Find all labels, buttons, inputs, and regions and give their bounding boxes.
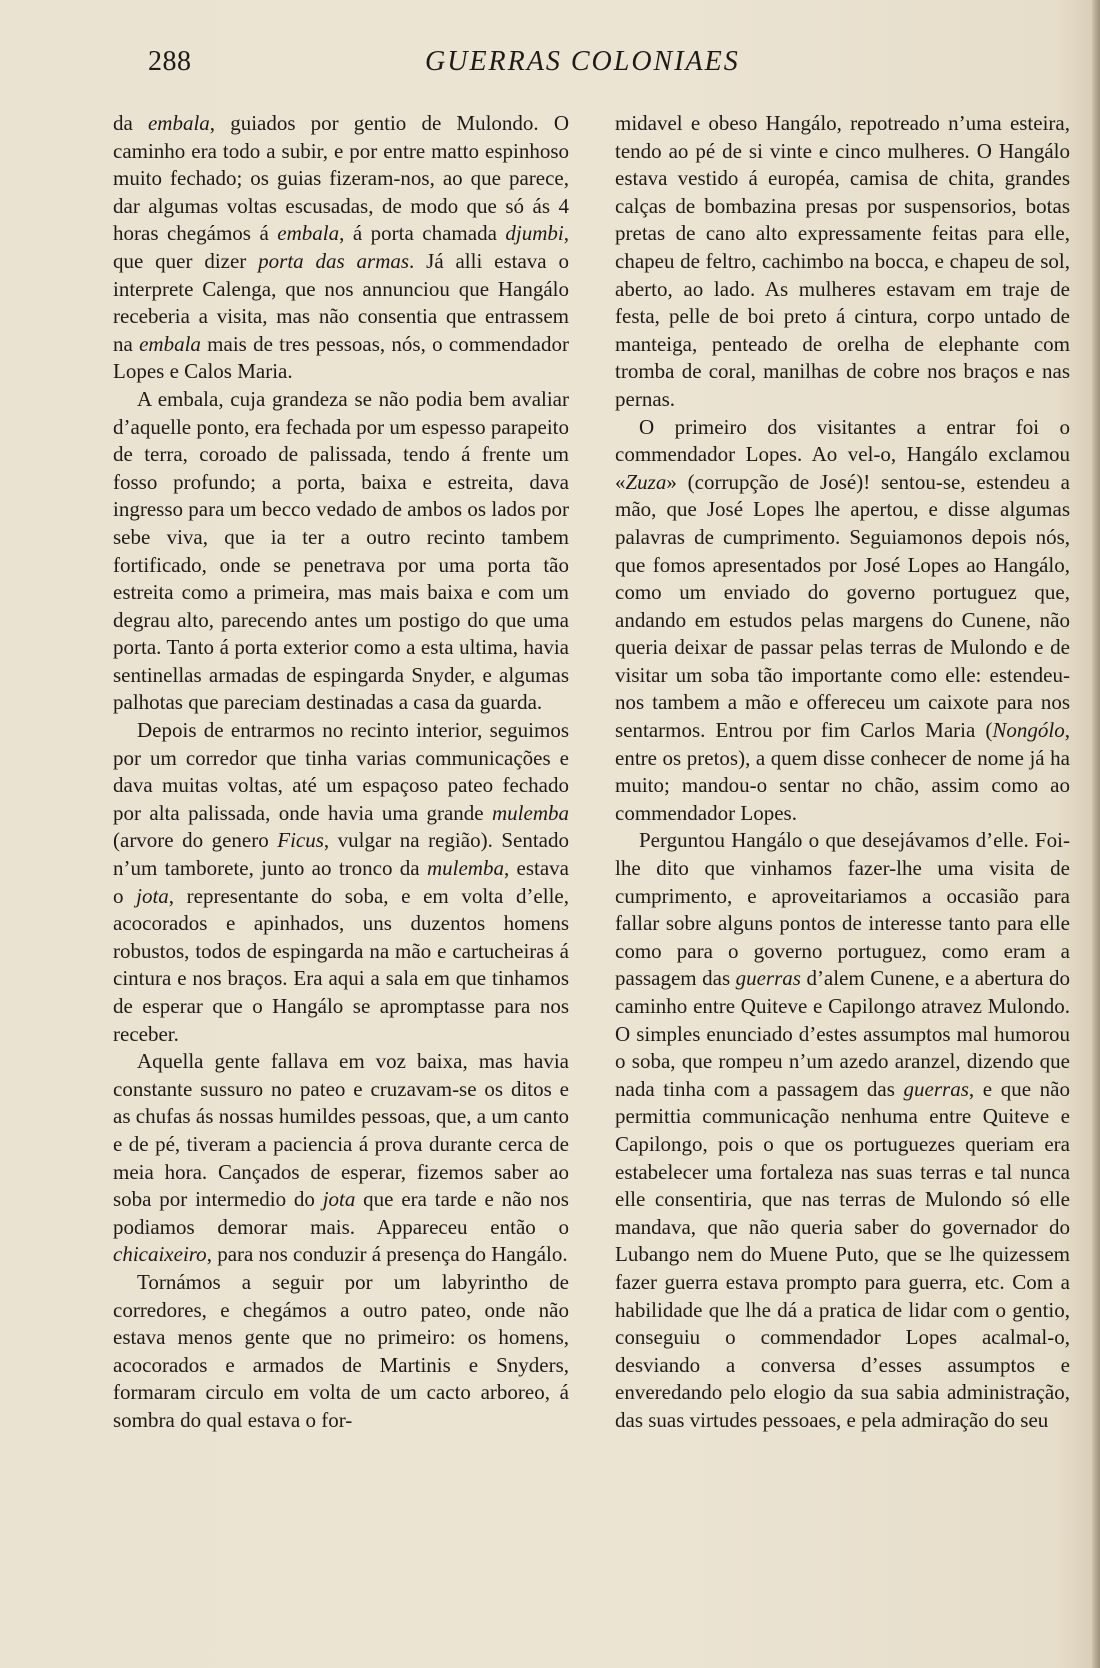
running-title: GUERRAS COLONIAES [425, 46, 740, 77]
paragraph: midavel e obeso Hangálo, repotreado n’uma esteira, tendo ao pé de si vinte e cinco mulheres. O Hangálo estava vestido á européa, camisa de chita, grandes calças de bombazina presas por suspensorios, botas pretas de cano alto expressamente feitas para elle, chapeu de feltro, cachimbo na bocca, e chapeu de sol, aberto, ao lado. As mulheres estavam em traje de festa, pelle de boi preto á cintura, corpo untado de manteiga, penteado de orelha de elephante com tromba de coral, manilhas de cobre nos braços e nas pernas. [615, 111, 1070, 411]
paragraph: Depois de entrarmos no recinto interior, seguimos por um corredor que tinha varias communicações e dava muitas voltas, até um espaçoso pateo fechado por alta palissada, onde havia uma grande mulemba (arvore do genero Ficus, vulgar na região). Sentado n’um tamborete, junto ao tronco da mulemba, estava o jota, representante do soba, e em volta d’elle, acocorados e apinhados, uns duzentos homens robustos, todos de espingarda na mão e cartucheiras á cintura e nos braços. Era aqui a sala em que tinhamos de esperar que o Hangálo se apromptasse para nos receber. [113, 718, 569, 1046]
paragraph: A embala, cuja grandeza se não podia bem avaliar d’aquelle ponto, era fechada por um espesso parapeito de terra, coroado de palissada, tendo á frente um fosso profundo; a porta, baixa e estreita, dava ingresso para um becco vedado de ambos os lados por sebe viva, que ia ter a outro recinto tambem fortificado, onde se penetrava por uma porta tão estreita como a primeira, mas mais baixa e com um degrau alto, parecendo antes um postigo do que uma porta. Tanto á porta exterior como a esta ultima, havia sentinellas armadas de espingarda Snyder, e algumas palhotas que pareciam destinadas a casa da guarda. [113, 386, 569, 715]
left-text-column [113, 110, 569, 1435]
paragraph: Aquella gente fallava em voz baixa, mas havia constante sussuro no pateo e cruzavam-se os ditos e as chufas ás nossas humildes pessoas, que, a um canto e de pé, tiveram a paciencia á prova durante cerca de meia hora. Cançados de esperar, fizemos saber ao soba por intermedio do jota que era tarde e não nos podiamos demorar mais. Appareceu então o chicaixeiro, para nos conduzir á presença do Hangálo. [113, 1049, 569, 1267]
paragraph: Perguntou Hangálo o que desejávamos d’elle. Foi-lhe dito que vinhamos fazer-lhe uma visita de cumprimento, e aproveitariamos a occasião para fallar sobre alguns pontos de interesse tanto para elle como para o governo portuguez, como eram a passagem das guerras d’alem Cunene, e a abertura do caminho entre Quiteve e Capilongo atravez Mulondo. O simples enunciado d’estes assumptos mal humorou o soba, que rompeu n’um azedo aranzel, dizendo que nada tinha com a passagem das guerras, e que não permittia communicação nenhuma entre Quiteve e Capilongo, pois o que os portuguezes queriam era estabelecer uma fortaleza nas suas terras e tal nunca elle consentiria, que nas terras de Mulondo só elle mandava, que não queria saber do governador do Lubango nem do Muene Puto, que se lhe quizessem fazer guerra estava prompto para guerra, etc. Com a habilidade que lhe dá a pratica de lidar com o gentio, conseguiu o commendador Lopes acalmal-o, desviando a conversa d’esses assumptos e enveredando pelo elogio da sua sabia administração, das suas virtudes pessoaes, e pela admiração do seu [615, 828, 1070, 1432]
page-number: 288 [148, 46, 192, 77]
right-text-column [615, 110, 1070, 1435]
paragraph: O primeiro dos visitantes a entrar foi o commendador Lopes. Ao vel-o, Hangálo exclamou «Zuza» (corrupção de José)! sentou-se, estendeu a mão, que José Lopes lhe apertou, e disse algumas palavras de cumprimento. Seguiamonos depois nós, que fomos apresentados por José Lopes ao Hangálo, como um enviado do governo portuguez que, andando em estudos pelas margens do Cunene, não queria deixar de passar pelas terras de Mulondo e de visitar um soba tão importante como elle: estendeu-nos tambem a mão e offereceu um caixote para nos sentarmos. Entrou por fim Carlos Maria (Nongólo, entre os pretos), a quem disse conhecer de nome já ha muito; mandou-o sentar no chão, assim como ao commendador Lopes. [615, 414, 1070, 825]
page-header [0, 46, 1100, 86]
paragraph: Tornámos a seguir por um labyrintho de corredores, e chegámos a outro pateo, onde não estava menos gente que no primeiro: os homens, acocorados e armados de Martinis e Snyders, formaram circulo em volta de um cacto arboreo, á sombra do qual estava o for- [113, 1269, 569, 1432]
page-edge [1092, 0, 1100, 1668]
paragraph: da embala, guiados por gentio de Mulondo. O caminho era todo a subir, e por entre matto espinhoso muito fechado; os guias fizeram-nos, ao que parece, dar algumas voltas escusadas, de modo que só ás 4 horas chegámos á embala, á porta chamada djumbi, que quer dizer porta das armas. Já alli estava o interprete Calenga, que nos annunciou que Hangálo receberia a visita, mas não consentia que entrassem na embala mais de tres pessoas, nós, o commendador Lopes e Calos Maria. [113, 111, 569, 384]
